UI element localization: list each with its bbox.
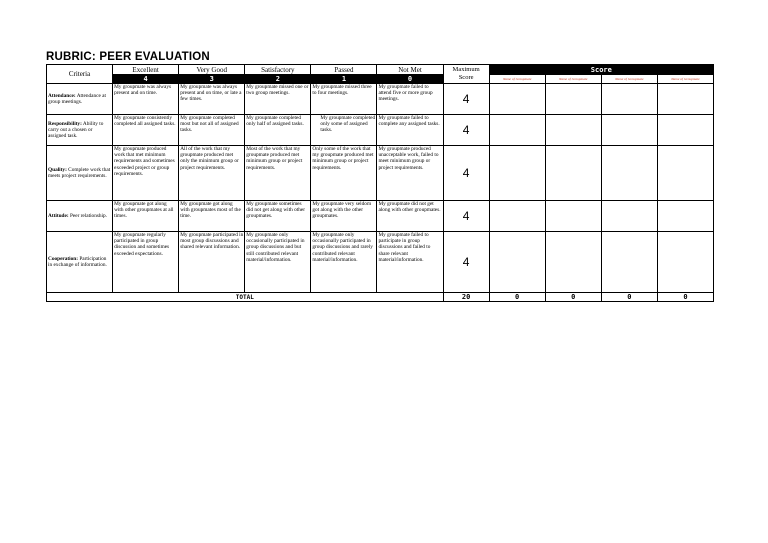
criterion-cell [47, 201, 113, 232]
total-score: 0 [601, 293, 657, 302]
score-input-cell[interactable] [601, 84, 657, 115]
criterion-desc: Ability to carry out a chosen or assigned task. [48, 120, 104, 140]
descriptor-cell: My groupmate was always present and on time. [113, 84, 179, 115]
header-row-levels [47, 65, 714, 75]
criterion-desc: Complete work that meets project requirements. [48, 166, 111, 179]
score-input-cell[interactable] [489, 232, 545, 293]
score-input-cell[interactable] [657, 84, 713, 115]
total-score: 0 [489, 293, 545, 302]
max-score-cell: 4 [443, 115, 489, 146]
score-input-cell[interactable] [545, 115, 601, 146]
header-row-points [47, 75, 714, 80]
criterion-desc: Participation in exchange of information. [48, 255, 107, 268]
criterion-cell [47, 232, 113, 293]
score-input-cell[interactable] [601, 232, 657, 293]
score-input-cell[interactable] [657, 115, 713, 146]
criteria-header: Criteria [47, 65, 113, 84]
descriptor-cell: Only some of the work that my groupmate produced met minimum group or project requirements. [311, 146, 377, 201]
criterion-name: Responsibility: [48, 120, 82, 127]
evaluee-name-field[interactable]: Name of Groupmate [545, 75, 601, 84]
criterion-cell [47, 115, 113, 146]
descriptor-cell: My groupmate only occasionally participated in group discussions and rarely contributed relevant material/information. [311, 232, 377, 293]
criterion-name: Cooperation: [48, 255, 79, 262]
descriptor-cell: My groupmate missed one or two group meetings. [245, 84, 311, 115]
max-score-cell: 4 [443, 201, 489, 232]
level-name-satisfactory: Satisfactory [245, 65, 311, 75]
descriptor-cell: My groupmate completed most but not all of assigned tasks. [179, 115, 245, 146]
criterion-desc: Attendance at group meetings. [48, 92, 106, 105]
max-score-cell: 4 [443, 84, 489, 115]
descriptor-cell: My groupmate failed to complete any assigned tasks. [377, 115, 443, 146]
descriptor-cell: My groupmate regularly participated in group discussion and sometimes exceeded expectations. [113, 232, 179, 293]
descriptor-cell: My groupmate got along with other groupmates at all times. [113, 201, 179, 232]
total-label: TOTAL [47, 293, 444, 302]
total-max-score: 20 [443, 293, 489, 302]
level-points-very-good: 3 [179, 75, 245, 84]
level-name-passed: Passed [311, 65, 377, 75]
total-score: 0 [657, 293, 713, 302]
level-points-satisfactory: 2 [245, 75, 311, 84]
level-name-not-met: Not Met [377, 65, 443, 75]
criterion-name: Quality: [48, 166, 67, 173]
level-name-excellent: Excellent [113, 65, 179, 75]
score-input-cell[interactable] [489, 146, 545, 201]
descriptor-cell: My groupmate missed three to four meetings. [311, 84, 377, 115]
score-input-cell[interactable] [657, 146, 713, 201]
evaluee-name-field[interactable]: Name of Groupmate [489, 75, 545, 84]
criterion-name: Attendance: [48, 92, 76, 99]
score-input-cell[interactable] [545, 146, 601, 201]
max-score-header: Maximum Score [443, 65, 489, 84]
score-input-cell[interactable] [601, 115, 657, 146]
total-row [47, 293, 714, 302]
table-row [47, 232, 714, 293]
score-input-cell[interactable] [489, 84, 545, 115]
descriptor-cell: My groupmate produced unacceptable work, failed to meet minimum group or project requirements. [377, 146, 443, 201]
rubric-table [46, 64, 714, 302]
descriptor-cell: My groupmate failed to attend five or more group meetings. [377, 84, 443, 115]
descriptor-cell: My groupmate produced work that met minimum requirements and sometimes exceeded project or group requirements. [113, 146, 179, 201]
evaluee-name-field[interactable]: Name of Groupmate [601, 75, 657, 84]
max-score-cell: 4 [443, 232, 489, 293]
score-input-cell[interactable] [489, 115, 545, 146]
descriptor-cell: Most of the work that my groupmate produced met minimum group or project requirements. [245, 146, 311, 201]
score-input-cell[interactable] [657, 232, 713, 293]
score-input-cell[interactable] [601, 201, 657, 232]
descriptor-cell: My groupmate very seldom got along with the other groupmates. [311, 201, 377, 232]
score-input-cell[interactable] [489, 201, 545, 232]
table-row [47, 146, 714, 201]
descriptor-cell: My groupmate failed to participate in group discussions and failed to share relevant material/information. [377, 232, 443, 293]
descriptor-cell: My groupmate got along with groupmates most of the time. [179, 201, 245, 232]
max-score-cell: 4 [443, 146, 489, 201]
descriptor-cell: My groupmate consistently completed all assigned tasks. [113, 115, 179, 146]
table-row [47, 115, 714, 146]
level-name-very-good: Very Good [179, 65, 245, 75]
page-title: RUBRIC: PEER EVALUATION [46, 51, 210, 63]
criterion-cell [47, 84, 113, 115]
score-input-cell[interactable] [657, 201, 713, 232]
score-input-cell[interactable] [601, 146, 657, 201]
descriptor-cell: My groupmate only occasionally participated in group discussions and but still contributed relevant material/information. [245, 232, 311, 293]
descriptor-cell: My groupmate did not get along with other groupmates. [377, 201, 443, 232]
descriptor-cell: My groupmate sometimes did not get along with other groupmates. [245, 201, 311, 232]
score-input-cell[interactable] [545, 232, 601, 293]
criterion-name: Attitude: [48, 212, 69, 219]
score-input-cell[interactable] [545, 84, 601, 115]
level-points-not-met: 0 [377, 75, 443, 84]
total-score: 0 [545, 293, 601, 302]
evaluee-name-field[interactable]: Name of Groupmate [657, 75, 713, 84]
table-row [47, 201, 714, 232]
level-points-passed: 1 [311, 75, 377, 84]
criterion-desc: Peer relationship. [69, 212, 108, 219]
descriptor-cell: All of the work that my groupmate produced met only the minimum group or project requirements. [179, 146, 245, 201]
level-points-excellent: 4 [113, 75, 179, 84]
criterion-cell [47, 146, 113, 201]
descriptor-cell: My groupmate completed only some of assigned tasks. [311, 115, 377, 146]
table-row [47, 84, 714, 115]
score-input-cell[interactable] [545, 201, 601, 232]
score-header: Score [489, 65, 713, 75]
descriptor-cell: My groupmate participated in most group discussions and shared relevant information. [179, 232, 245, 293]
descriptor-cell: My groupmate was always present and on time, or late a few times. [179, 84, 245, 115]
descriptor-cell: My groupmate completed only half of assigned tasks. [245, 115, 311, 146]
